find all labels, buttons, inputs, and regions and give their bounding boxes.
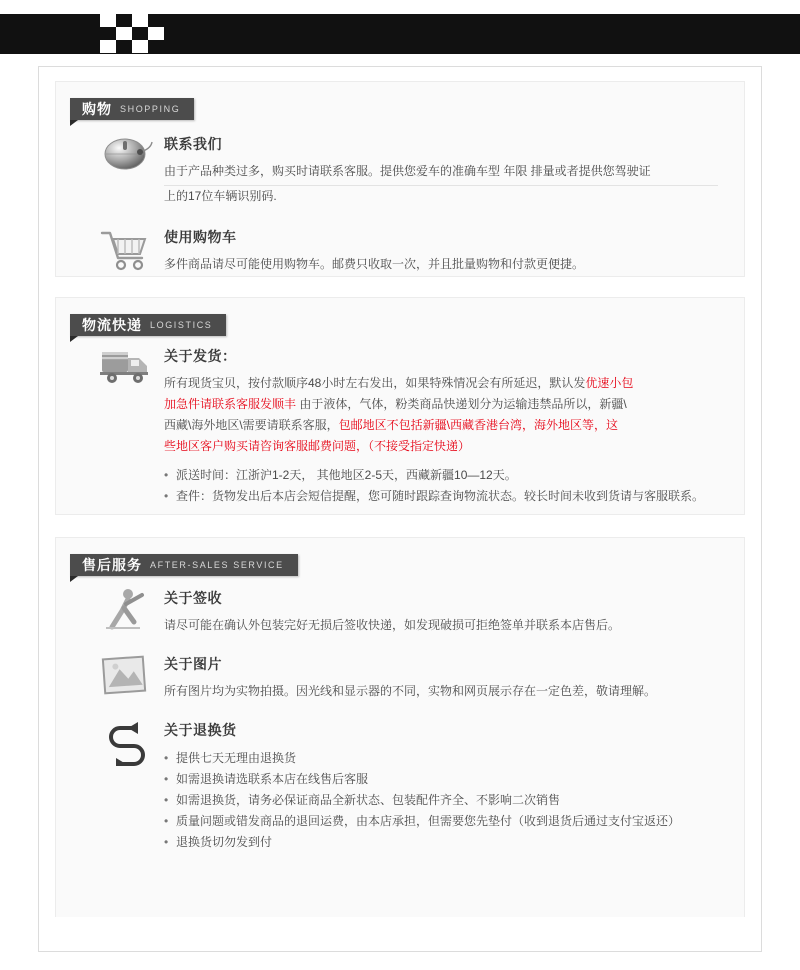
list-item: • 提供七天无理由退换货 — [164, 748, 718, 769]
list-item: • 质量问题或错发商品的退回运费，由本店承担，但需要您先垫付（收到退货后通过支付宝返还） — [164, 811, 718, 832]
item-title: 关于图片 — [164, 656, 222, 672]
item-text — [164, 161, 718, 207]
section-heading-logistics — [70, 314, 226, 336]
mouse-icon — [98, 132, 154, 180]
section-title-cn: 售后服务 — [82, 557, 142, 573]
section-title-cn: 购物 — [82, 101, 112, 117]
text-run: 由于液体，气体，粉类商品快递划分为运输违禁品所以，新疆\ — [296, 397, 627, 411]
text-run-red: 包邮地区不包括新疆\西藏香港台湾，海外地区等，这 — [338, 418, 619, 432]
section-heading-shopping — [70, 98, 194, 120]
text-run-red: 优速小包 — [585, 376, 634, 390]
text-run: 所有现货宝贝，按付款顺序48小时左右发出，如果特殊情况会有所延迟，默认发 — [164, 376, 586, 390]
list-item-body — [164, 586, 718, 636]
list-item-body — [164, 225, 718, 275]
content-frame — [38, 66, 762, 952]
section-after-sales-service — [55, 537, 745, 917]
list-item: • 派送时间：江浙沪1-2天， 其他地区2-5天，西藏新疆10—12天。 — [164, 465, 718, 486]
logistics-bullets — [164, 465, 718, 507]
item-text: 请尽可能在确认外包装完好无损后签收快递，如发现破损可拒绝签单并联系本店售后。 — [164, 618, 621, 632]
checkered-flag-icon — [100, 14, 164, 54]
section-shopping — [55, 81, 745, 277]
list-item — [56, 586, 744, 636]
list-item — [56, 225, 744, 275]
picture-frame-icon — [98, 652, 154, 700]
item-title: 关于退换货 — [164, 722, 237, 738]
section-logistics — [55, 297, 745, 515]
list-item: • 查件：货物发出后本店会短信提醒，您可随时跟踪查询物流状态。较长时间未收到货请与客服联系。 — [164, 486, 718, 507]
section-heading-service — [70, 554, 298, 576]
item-text-line: 由于产品种类过多，购买时请联系客服。提供您爱车的准确车型 年限 排量或者提供您驾驶证 — [164, 161, 718, 186]
item-title: 使用购物车 — [164, 229, 237, 245]
list-item: • 如需退换请选联系本店在线售后客服 — [164, 769, 718, 790]
shipping-description — [164, 373, 718, 457]
signature-person-icon — [98, 586, 154, 634]
list-item-body — [164, 652, 718, 702]
item-title: 联系我们 — [164, 136, 222, 152]
list-item: • 如需退换货，请务必保证商品全新状态、包装配件齐全、不影响二次销售 — [164, 790, 718, 811]
list-item-body — [164, 344, 718, 507]
item-title: 关于签收 — [164, 590, 222, 606]
list-item-body — [164, 132, 718, 207]
list-item — [56, 344, 744, 507]
item-text-line: 上的17位车辆识别码. — [164, 189, 277, 203]
text-run: 西藏\海外地区\需要请联系客服， — [164, 418, 339, 432]
item-title: 关于发货： — [164, 348, 237, 364]
list-item — [56, 718, 744, 853]
list-item — [56, 132, 744, 207]
section-title-en: AFTER-SALES SERVICE — [150, 560, 284, 570]
shopping-items — [56, 132, 744, 285]
list-item-body — [164, 718, 718, 853]
item-text: 多件商品请尽可能使用购物车。邮费只收取一次，并且批量购物和付款更便捷。 — [164, 257, 585, 271]
list-item-warning: • 退换货切勿发到付 — [164, 832, 718, 853]
logistics-items — [56, 344, 744, 517]
text-run-red: 些地区客户购买请咨询客服邮费问题，（不接受指定快递） — [164, 439, 471, 453]
return-arrows-icon — [98, 718, 154, 766]
section-title-cn: 物流快递 — [82, 317, 142, 333]
shopping-cart-icon — [98, 225, 154, 273]
text-run-red: 加急件请联系客服发顺丰 — [164, 397, 297, 411]
item-text: 所有图片均为实物拍摄。因光线和显示器的不同，实物和网页展示存在一定色差，敬请理解。 — [164, 684, 657, 698]
service-items — [56, 586, 744, 863]
section-title-en: LOGISTICS — [150, 320, 213, 330]
section-title-en: SHOPPING — [120, 104, 181, 114]
list-item — [56, 652, 744, 702]
delivery-truck-icon — [98, 344, 154, 392]
return-policy-bullets — [164, 748, 718, 853]
top-banner — [0, 14, 800, 54]
